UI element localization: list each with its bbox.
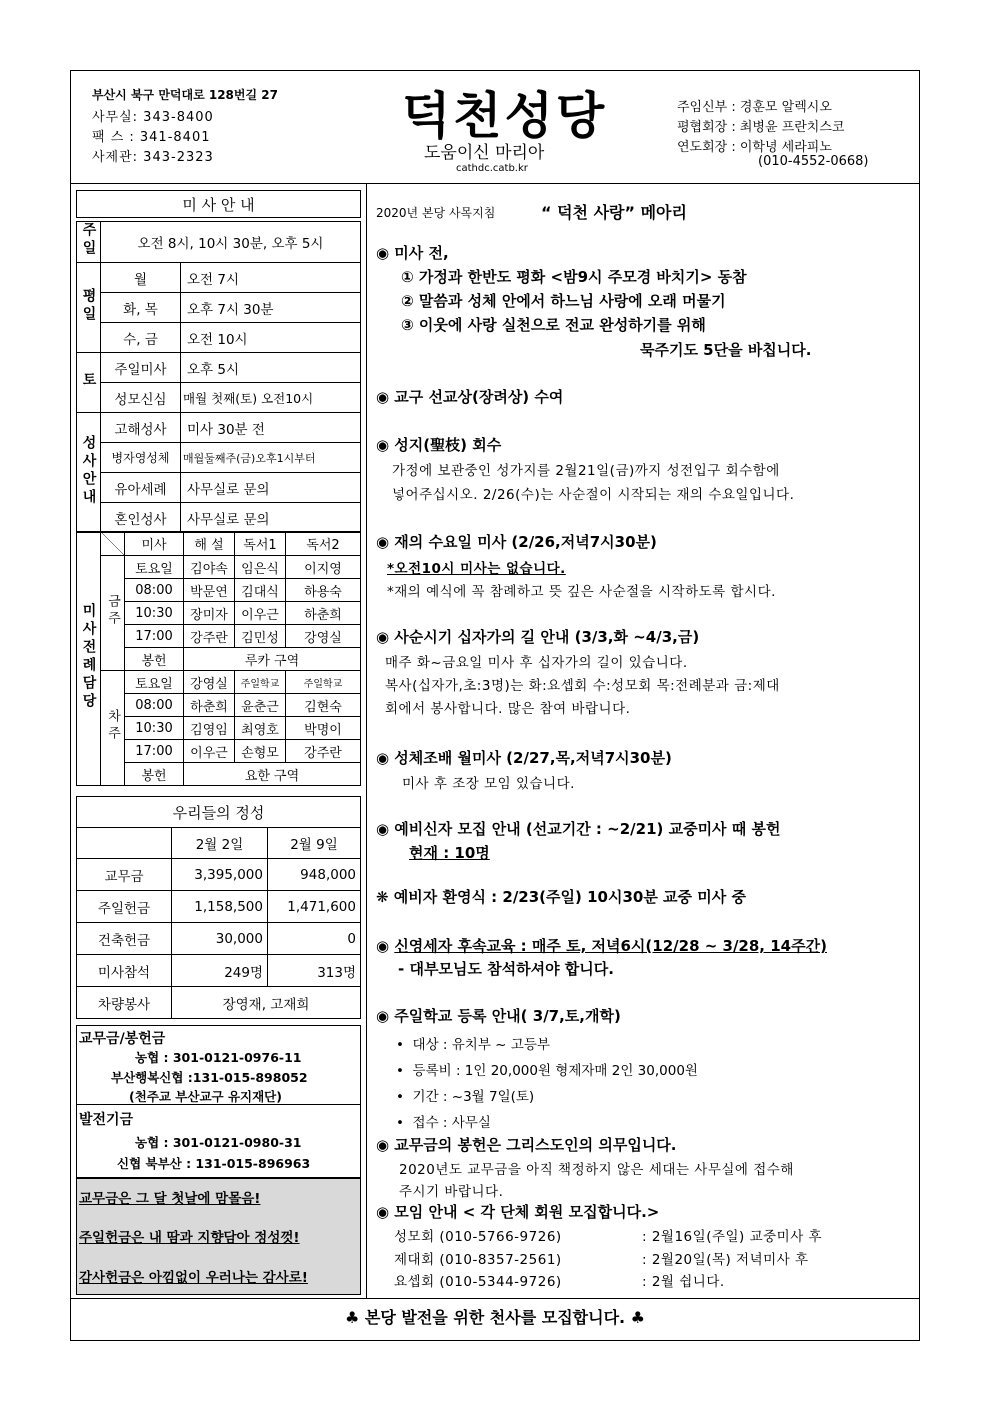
- notice-text: *오전10시 미사는 없습니다.: [387, 561, 566, 577]
- notice-title: ◉ 예비신자 모집 안내 (선교기간 : ~2/21) 교중미사 때 봉헌: [376, 820, 781, 838]
- duty-cell: 08:00: [125, 579, 184, 602]
- duty-cell: 강주란: [286, 740, 361, 763]
- account-line: 신협 북부산 : 131-015-896963: [117, 1156, 311, 1171]
- offering-row-label: 교무금: [77, 859, 172, 891]
- notice-text: 회에서 봉사합니다. 많은 참여 바랍니다.: [385, 701, 631, 717]
- parish-address: 부산시 북구 만덕대로 128번길 27: [92, 88, 278, 102]
- group-contact: 제대회 (010-8357-2561): [394, 1252, 562, 1268]
- duty-cell: 이지영: [286, 556, 361, 579]
- duty-cell: 최영호: [235, 717, 286, 740]
- offering-date: 2월 2일: [172, 828, 268, 859]
- office-phone: 사무실: 343-8400: [92, 110, 214, 125]
- offering-row-label: 건축헌금: [77, 923, 172, 955]
- saturday-label: 토: [80, 371, 97, 390]
- liturgy-duty-table: [76, 531, 361, 786]
- weekday-day: 화, 목: [101, 293, 181, 323]
- group-contact: 성모회 (010-5766-9726): [394, 1229, 562, 1245]
- duty-header: 미사: [125, 532, 184, 556]
- list-item-text: 대상 : 유치부 ~ 고등부: [412, 1037, 550, 1053]
- offering-value: 1,471,600: [268, 891, 361, 923]
- notice-text: 현재 : 10명: [409, 844, 490, 862]
- parish-name: 덕천성당: [402, 87, 608, 145]
- duty-cell: 김영임: [184, 717, 235, 740]
- slogan: 주일헌금은 내 땀과 지향담아 정성껏!: [79, 1230, 300, 1246]
- notice-text: 가정에 보관중인 성가지를 2월21일(금)까지 성전입구 회수함에: [392, 463, 780, 479]
- sacrament-name: 병자영성체: [101, 443, 181, 473]
- notice-title: ◉ 교무금의 봉헌은 그리스도인의 의무입니다.: [376, 1136, 677, 1154]
- notice-title: ◉ 재의 수요일 미사 (2/26,저녁7시30분): [376, 533, 657, 551]
- duty-cell: 김현숙: [286, 694, 361, 717]
- duty-cell: 김민성: [235, 625, 286, 648]
- notice-text: 복사(십자가,초:3명)는 화:요셉회 수:성모회 목:전례분과 금:제대: [385, 678, 780, 694]
- offering-value: 1,158,500: [172, 891, 268, 923]
- vehicle-volunteers: 장영재, 고재희: [172, 987, 361, 1019]
- duty-cell: 이우근: [184, 740, 235, 763]
- weekday-label: 평일: [80, 287, 97, 324]
- offering-value: 249명: [172, 955, 268, 987]
- offering-table: [76, 796, 361, 1019]
- offering-value: 948,000: [268, 859, 361, 891]
- notice-item: 묵주기도 5단을 바칩니다.: [640, 341, 812, 359]
- offering-title: 우리들의 정성: [77, 797, 361, 828]
- sacrament-label: 성사안내: [80, 434, 97, 507]
- duty-cell: 하춘희: [286, 602, 361, 625]
- list-item-text: 기간 : ~3월 7일(토): [412, 1089, 535, 1105]
- notice-text: 넣어주십시오. 2/26(수)는 사순절이 시작되는 재의 수요일입니다.: [392, 487, 795, 503]
- list-item: • 등록비 : 1인 20,000원 형제자매 2인 30,000원: [396, 1063, 698, 1079]
- guideline-title: “ 덕천 사랑” 메아리: [541, 203, 687, 222]
- notice-title: ◉ 교구 선교상(장려상) 수여: [376, 388, 564, 406]
- duty-cell: 토요일: [125, 556, 184, 579]
- notice-item: ③ 이웃에 사랑 실천으로 전교 완성하기를 위해: [401, 316, 706, 334]
- notice-text: *재의 예식에 꼭 참례하고 뜻 깊은 사순절을 시작하도록 합시다.: [387, 584, 776, 600]
- offering-district: 루카 구역: [184, 648, 361, 671]
- group-meeting: : 2월16일(주일) 교중미사 후: [642, 1229, 823, 1245]
- notice-text: - 대부모님도 참석하셔야 합니다.: [398, 960, 614, 978]
- duty-cell: 주일학교: [235, 671, 286, 694]
- diagonal-cell: [101, 532, 125, 556]
- next-week-label: 차주: [105, 709, 120, 743]
- notice-title: ❋ 예비자 환영식 : 2/23(주일) 10시30분 교중 미사 중: [376, 888, 746, 906]
- weekday-time: 오전 7시: [181, 263, 361, 293]
- duty-cell: 주일학교: [286, 671, 361, 694]
- weekday-day: 수, 금: [101, 323, 181, 353]
- notice-title: ◉ 사순시기 십자가의 길 안내 (3/3,화 ~4/3,금): [376, 628, 700, 646]
- notice-title-text: 신영세자 후속교육 : 매주 토, 저녁6시(12/28 ~ 3/28, 14주간): [394, 937, 827, 955]
- vehicle-label: 차량봉사: [77, 987, 172, 1019]
- slogan-box: [76, 1178, 361, 1295]
- duty-cell: 토요일: [125, 671, 184, 694]
- duty-cell: 이우근: [235, 602, 286, 625]
- offering-label: 봉헌: [125, 763, 184, 786]
- development-fund-box: [76, 1105, 361, 1178]
- duty-header: 독서2: [286, 532, 361, 556]
- list-item-text: 등록비 : 1인 20,000원 형제자매 2인 30,000원: [412, 1063, 698, 1079]
- weekday-time: 오전 10시: [181, 323, 361, 353]
- offering-row-label: 미사참석: [77, 955, 172, 987]
- duty-cell: 김대식: [235, 579, 286, 602]
- offering-value: 3,395,000: [172, 859, 268, 891]
- duty-cell: 강영실: [184, 671, 235, 694]
- notice-text: 2020년도 교무금을 아직 책정하지 않은 세대는 사무실에 접수해: [399, 1162, 794, 1178]
- slogan: 교무금은 그 달 첫날에 맘몰음!: [79, 1191, 261, 1207]
- saturday-time: 오후 5시: [181, 353, 361, 383]
- offering-value: 30,000: [172, 923, 268, 955]
- notice-item: ① 가정과 한반도 평화 <밤9시 주모경 바치기> 동참: [401, 268, 747, 286]
- weekday-day: 월: [101, 263, 181, 293]
- offering-district: 요한 구역: [184, 763, 361, 786]
- guideline-label: 2020년 본당 사목지침: [376, 206, 496, 220]
- sacrament-info: 사무실로 문의: [181, 473, 361, 503]
- group-contact: 요셉회 (010-5344-9726): [394, 1274, 562, 1290]
- group-meeting: : 2월20일(목) 저녁미사 후: [642, 1252, 809, 1268]
- notice-title: ◉ 모임 안내 < 각 단체 회원 모집합니다.>: [376, 1203, 660, 1221]
- duty-cell: 김야속: [184, 556, 235, 579]
- sacrament-name: 혼인성사: [101, 503, 181, 533]
- duty-header: 독서1: [235, 532, 286, 556]
- duty-cell: 강주란: [184, 625, 235, 648]
- weekday-time: 오후 7시 30분: [181, 293, 361, 323]
- sacrament-name: 유아세례: [101, 473, 181, 503]
- duty-cell: 박문연: [184, 579, 235, 602]
- patron-name: 도움이신 마리아: [424, 143, 545, 163]
- offering-row-label: 주일헌금: [77, 891, 172, 923]
- legion-president: 연도회장 : 이학녕 세라피노: [677, 140, 832, 155]
- slogan: 감사헌금은 아낌없이 우러나는 감사로!: [79, 1270, 308, 1286]
- group-meeting: : 2월 쉽니다.: [642, 1274, 725, 1290]
- duty-cell: 박명이: [286, 717, 361, 740]
- duty-cell: 장미자: [184, 602, 235, 625]
- duty-cell: 강영실: [286, 625, 361, 648]
- saturday-item: 주일미사: [101, 353, 181, 383]
- notice-title: ◉ 미사 전,: [376, 244, 449, 262]
- sacrament-name: 고해성사: [101, 413, 181, 443]
- saturday-item: 성모신심: [101, 383, 181, 413]
- duty-cell: 10:30: [125, 717, 184, 740]
- duty-cell: 손형모: [235, 740, 286, 763]
- notice-text: 매주 화~금요일 미사 후 십자가의 길이 있습니다.: [385, 655, 688, 671]
- mass-guide-title: 미 사 안 내: [76, 190, 361, 218]
- legion-phone: (010-4552-0668): [758, 154, 869, 169]
- notice-item: ② 말씀과 성체 안에서 하느님 사랑에 오래 머물기: [401, 292, 726, 310]
- mass-schedule-table: [76, 221, 361, 533]
- duty-cell: 17:00: [125, 740, 184, 763]
- pastor: 주임신부 : 경훈모 알렉시오: [677, 100, 832, 115]
- fax-number: 팩 스 : 341-8401: [92, 130, 211, 145]
- duty-cell: 10:30: [125, 602, 184, 625]
- account-line: 부산행복신협 :131-015-898052: [111, 1070, 308, 1085]
- offering-date: 2월 9일: [268, 828, 361, 859]
- rectory-phone: 사제관: 343-2323: [92, 150, 214, 165]
- saturday-time: 매월 첫째(토) 오전10시: [181, 383, 361, 413]
- accounts-title: 교무금/봉헌금: [79, 1031, 166, 1047]
- footer-banner: ♣ 본당 발전을 위한 천사를 모집합니다. ♣: [344, 1308, 646, 1327]
- duty-cell: 임은식: [235, 556, 286, 579]
- website: cathdc.catb.kr: [456, 163, 528, 174]
- footer-divider: [70, 1298, 920, 1299]
- list-item: • 접수 : 사무실: [396, 1115, 491, 1131]
- duty-cell: 하춘희: [184, 694, 235, 717]
- notice-text: 주시기 바랍니다.: [399, 1184, 504, 1200]
- duty-cell: 하용숙: [286, 579, 361, 602]
- list-item-text: 접수 : 사무실: [412, 1115, 491, 1131]
- duty-cell: 17:00: [125, 625, 184, 648]
- account-line: (천주교 부산교구 유지재단): [129, 1089, 282, 1104]
- notice-title: ◉ 성체조배 월미사 (2/27,목,저녁7시30분): [376, 749, 672, 767]
- offering-label: 봉헌: [125, 648, 184, 671]
- offering-value: 313명: [268, 955, 361, 987]
- list-item: • 기간 : ~3월 7일(토): [396, 1089, 535, 1105]
- this-week-label: 금주: [105, 594, 120, 628]
- sunday-times: 오전 8시, 10시 30분, 오후 5시: [101, 222, 361, 263]
- notice-text: 미사 후 조장 모임 있습니다.: [402, 776, 575, 792]
- duty-cell: 윤춘근: [235, 694, 286, 717]
- offering-value: 0: [268, 923, 361, 955]
- account-line: 농협 : 301-0121-0976-11: [135, 1050, 302, 1065]
- duty-cell: 08:00: [125, 694, 184, 717]
- notice-title: [376, 935, 827, 956]
- column-divider: [366, 183, 367, 1298]
- list-item: • 대상 : 유치부 ~ 고등부: [396, 1037, 550, 1053]
- duty-label: 미사전례담당: [80, 602, 97, 711]
- notice-title: ◉ 주일학교 등록 안내( 3/7,토,개학): [376, 1007, 621, 1025]
- notice-title: ◉ 성지(聖枝) 회수: [376, 436, 502, 454]
- sacrament-info: 미사 30분 전: [181, 413, 361, 443]
- council-president: 평협회장 : 최병윤 프란치스코: [677, 120, 845, 135]
- account-line: 농협 : 301-0121-0980-31: [135, 1135, 302, 1150]
- sacrament-info: 사무실로 문의: [181, 503, 361, 533]
- duty-header: 해 설: [184, 532, 235, 556]
- bullet: ◉: [376, 937, 395, 955]
- header-divider: [70, 183, 920, 184]
- blank-cell: [77, 828, 172, 859]
- accounts-title: 발전기금: [79, 1112, 134, 1128]
- sunday-label: 주일: [80, 222, 97, 258]
- sacrament-info: 매월둘째주(금)오후1시부터: [181, 443, 361, 473]
- offering-accounts-box: [76, 1025, 361, 1105]
